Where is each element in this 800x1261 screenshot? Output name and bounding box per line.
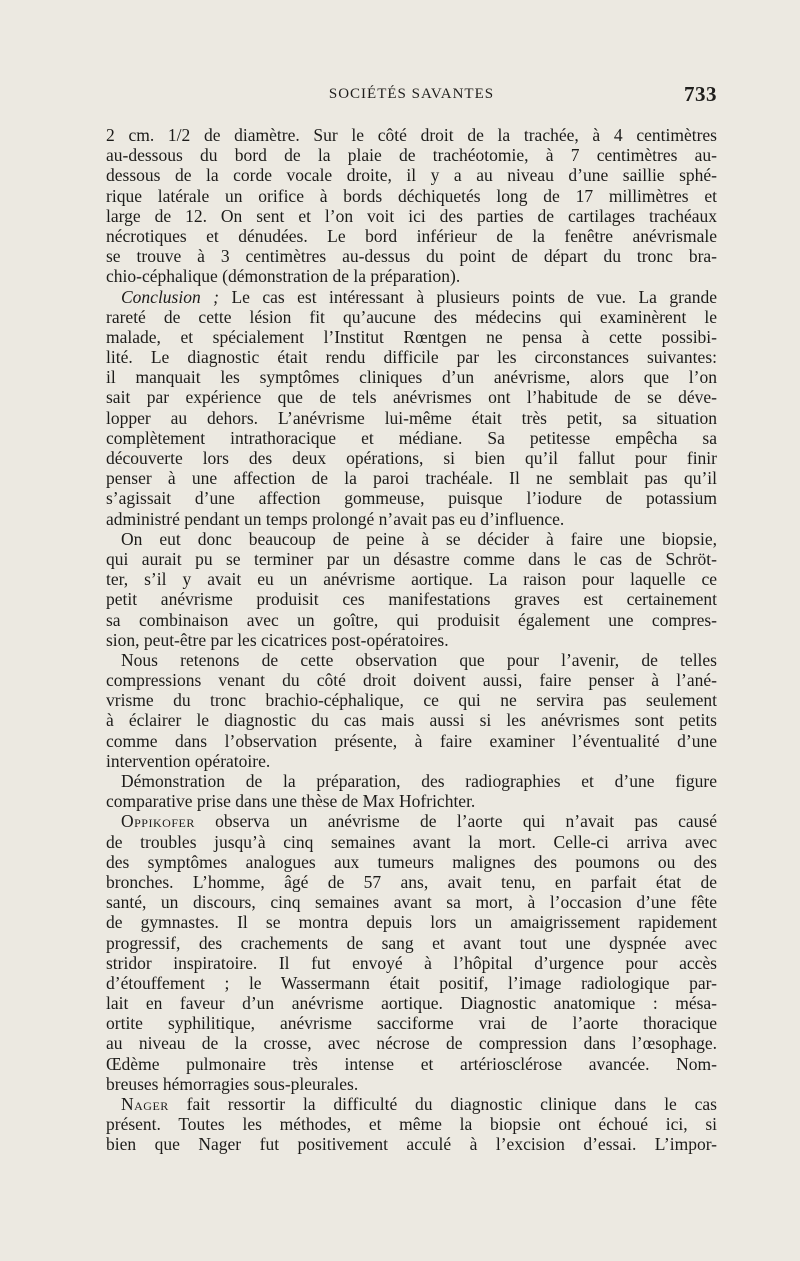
text-line: dessous de la corde vocale droite, il y a au niveau d’une saillie sphé- xyxy=(106,165,717,186)
text-line: bien que Nager fut positivement acculé à l’excision d’essai. L’impor- xyxy=(106,1134,717,1155)
text-line: petit anévrisme produisit ces manifestations graves est certainement xyxy=(106,589,717,610)
text-line: comme dans l’observation présente, à faire examiner l’éventualité d’une xyxy=(106,730,717,751)
text-line: malade, et spécialement l’Institut Rœntgen ne pensa à cette possibi- xyxy=(106,326,717,347)
text-line: il manquait les symptômes cliniques d’un anévrisme, alors que l’on xyxy=(106,367,717,388)
text-line: sion, peut-être par les cicatrices post-opératoires. xyxy=(106,629,449,650)
text-line: présent. Toutes les méthodes, et même la biopsie ont échoué ici, si xyxy=(106,1114,717,1135)
text-line: des symptômes analogues aux tumeurs malignes des poumons ou des xyxy=(106,851,717,872)
text-line: large de 12. On sent et l’on voit ici des parties de cartilages trachéaux xyxy=(106,205,717,226)
text-line xyxy=(106,1094,717,1114)
author-name: Oppikofer xyxy=(121,811,195,832)
text-line: vrisme du tronc brachio-céphalique, ce qui ne servira pas seulement xyxy=(106,690,717,711)
text-line: lité. Le diagnostic était rendu difficile par les circonstances suivantes: xyxy=(106,347,717,368)
author-name: Nager xyxy=(121,1094,169,1114)
text-line: chio-céphalique (démonstration de la préparation). xyxy=(106,266,461,287)
text-line: administré pendant un temps prolongé n’avait pas eu d’influence. xyxy=(106,508,565,529)
text-line: intervention opératoire. xyxy=(106,750,271,771)
text-line: compressions venant du côté droit doivent aussi, faire penser à l’ané- xyxy=(106,670,717,691)
text-line: breuses hémorragies sous-pleurales. xyxy=(106,1073,359,1094)
text-line xyxy=(106,811,717,831)
text-line: ter, s’il y avait eu un anévrisme aortique. La raison pour laquelle ce xyxy=(106,569,717,590)
text-line: Démonstration de la préparation, des radiographies et d’une figure xyxy=(121,771,717,791)
line-text: Le cas est intéressant à plusieurs points de vue. La grande xyxy=(219,286,717,307)
text-line: nécrotiques et dénudées. Le bord inférieur de la fenêtre anévrismale xyxy=(106,225,717,246)
text-line: stridor inspiratoire. Il fut envoyé à l’hôpital d’urgence pour accès xyxy=(106,952,717,973)
text-line: rareté de cette lésion fit qu’aucune des médecins qui examinèrent le xyxy=(106,306,717,327)
text-line: Œdème pulmonaire très intense et artériosclérose avancée. Nom- xyxy=(106,1053,717,1074)
text-line: On eut donc beaucoup de peine à se décider à faire une biopsie, xyxy=(121,528,717,549)
text-line: de gymnastes. Il se montra depuis lors un amaigrissement rapidement xyxy=(106,912,717,933)
italic-phrase: Conclusion ; xyxy=(121,286,219,307)
text-line: progressif, des crachements de sang et avant tout une dyspnée avec xyxy=(106,932,717,953)
body-text xyxy=(106,125,717,1155)
text-line: bronches. L’homme, âgé de 57 ans, avait tenu, en parfait état de xyxy=(106,871,717,892)
text-line: sa combinaison avec un goître, qui produisit également une compres- xyxy=(106,609,717,630)
text-line: qui aurait pu se terminer par un désastre comme dans le cas de Schröt- xyxy=(106,548,717,569)
text-line: au niveau de la crosse, avec nécrose de compression dans l’œsophage. xyxy=(106,1033,717,1054)
text-line: lait en faveur d’un anévrisme aortique. Diagnostic anatomique : mésa- xyxy=(106,993,717,1014)
text-line: découverte lors des deux opérations, si bien qu’il fallut pour finir xyxy=(106,448,717,468)
text-line: s’agissait d’une affection gommeuse, puisque l’iodure de potassium xyxy=(106,488,717,509)
text-line: sait par expérience que de tels anévrismes ont l’habitude de se déve- xyxy=(106,387,717,408)
text-line: lopper au dehors. L’anévrisme lui-même était très petit, sa situation xyxy=(106,407,717,428)
text-line: au-dessous du bord de la plaie de trachéotomie, à 7 centimètres au- xyxy=(106,145,717,166)
page-header xyxy=(106,82,717,108)
text-line: d’étouffement ; le Wassermann était positif, l’image radiologique par- xyxy=(106,972,717,993)
line-text: observa un anévrisme de l’aorte qui n’avait pas causé xyxy=(194,811,717,832)
text-line: complètement intrathoracique et médiane. Sa petitesse empêcha sa xyxy=(106,427,717,448)
text-line: de troubles jusqu’à cinq semaines avant la mort. Celle-ci arriva avec xyxy=(106,831,717,852)
text-line: rique latérale un orifice à bords déchiquetés long de 17 millimètres et xyxy=(106,185,717,206)
text-line: se trouve à 3 centimètres au-dessus du point de départ du tronc bra- xyxy=(106,246,717,267)
text-line xyxy=(106,287,717,307)
text-line: 2 cm. 1/2 de diamètre. Sur le côté droit de la trachée, à 4 centimètres xyxy=(106,125,717,145)
text-line: santé, un discours, cinq semaines avant sa mort, à l’occasion d’une fête xyxy=(106,892,717,913)
page-number: 733 xyxy=(684,82,717,106)
text-line: penser à une affection de la paroi trachéale. Il ne semblait pas qu’il xyxy=(106,468,717,489)
text-line: à éclairer le diagnostic du cas mais aussi si les anévrismes sont petits xyxy=(106,710,717,731)
text-line: Nous retenons de cette observation que pour l’avenir, de telles xyxy=(121,649,717,670)
text-line: comparative prise dans une thèse de Max Hofrichter. xyxy=(106,791,476,812)
running-head: SOCIÉTÉS SAVANTES xyxy=(328,86,495,102)
text-line: ortite syphilitique, anévrisme sacciforme vrai de l’aorte thoracique xyxy=(106,1013,717,1034)
line-text: fait ressortir la difficulté du diagnostic clinique dans le cas xyxy=(168,1094,717,1114)
